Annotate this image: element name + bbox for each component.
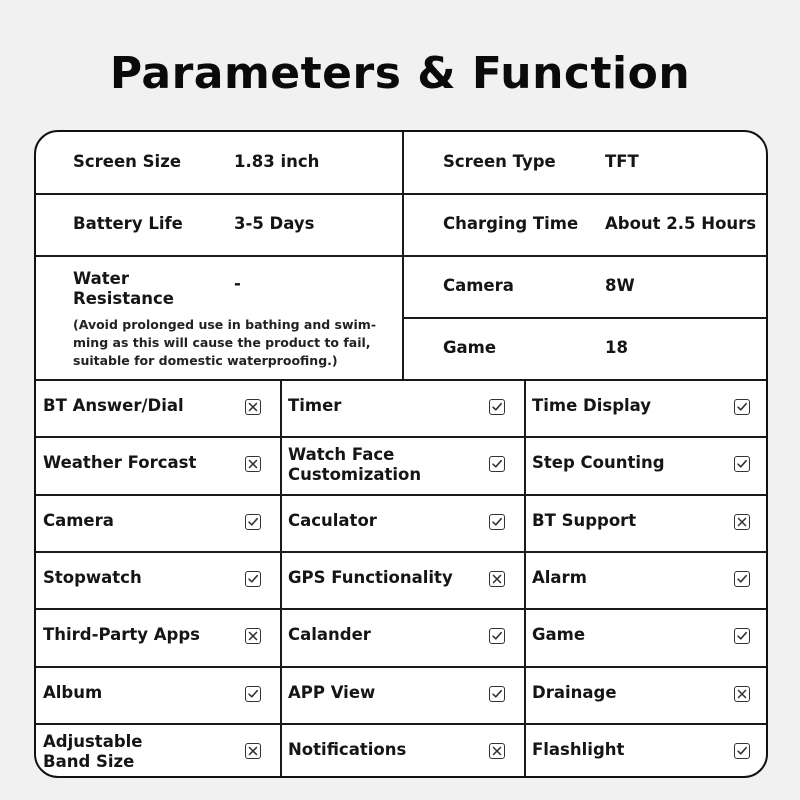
feature-label: Third-Party Apps	[43, 625, 200, 644]
divider	[403, 317, 768, 319]
feature-label: Alarm	[532, 568, 587, 587]
screen-type-label: Screen Type	[443, 152, 556, 171]
feature-label: Weather Forcast	[43, 453, 197, 472]
water-resistance-note-line3: suitable for domestic waterproofing.)	[73, 353, 338, 368]
check-icon	[734, 399, 750, 415]
water-resistance-label-line2: Resistance	[73, 289, 174, 308]
feature-label: Step Counting	[532, 453, 665, 472]
check-icon	[489, 628, 505, 644]
page-title: Parameters & Function	[109, 48, 691, 99]
check-icon	[734, 456, 750, 472]
check-icon	[489, 514, 505, 530]
feature-label: Band Size	[43, 752, 135, 771]
divider	[36, 666, 768, 668]
feature-label: BT Support	[532, 511, 637, 530]
feature-label: Customization	[288, 465, 422, 484]
charging-time-label: Charging Time	[443, 214, 579, 233]
feature-label: GPS Functionality	[288, 568, 453, 587]
cross-icon	[245, 456, 261, 472]
divider	[280, 379, 282, 778]
feature-label: Caculator	[288, 511, 377, 530]
camera-spec-label: Camera	[443, 276, 514, 295]
feature-label: Adjustable	[43, 732, 143, 751]
cross-icon	[489, 743, 505, 759]
check-icon	[734, 743, 750, 759]
divider	[36, 551, 768, 553]
feature-label: Timer	[288, 396, 342, 415]
check-icon	[734, 628, 750, 644]
cross-icon	[245, 743, 261, 759]
water-resistance-note-line1: (Avoid prolonged use in bathing and swim-	[73, 317, 377, 332]
camera-spec-value: 8W	[605, 276, 635, 295]
feature-label: Time Display	[532, 396, 652, 415]
feature-label: Stopwatch	[43, 568, 142, 587]
check-icon	[489, 399, 505, 415]
screen-size-label: Screen Size	[73, 152, 182, 171]
feature-label: APP View	[288, 683, 376, 702]
check-icon	[489, 686, 505, 702]
divider	[36, 436, 768, 438]
game-spec-value: 18	[605, 338, 628, 357]
parameters-table	[34, 130, 768, 778]
battery-life-label: Battery Life	[73, 214, 183, 233]
check-icon	[245, 514, 261, 530]
feature-label: Watch Face	[288, 445, 395, 464]
divider	[524, 379, 526, 778]
divider	[402, 132, 404, 380]
water-resistance-value: -	[234, 274, 241, 293]
check-icon	[734, 571, 750, 587]
feature-label: Camera	[43, 511, 114, 530]
divider	[36, 494, 768, 496]
water-resistance-note-line2: ming as this will cause the product to fail,	[73, 335, 371, 350]
battery-life-value: 3-5 Days	[234, 214, 315, 233]
screen-size-value: 1.83 inch	[234, 152, 320, 171]
cross-icon	[489, 571, 505, 587]
feature-label: Game	[532, 625, 586, 644]
feature-label: Album	[43, 683, 103, 702]
divider	[36, 723, 768, 725]
charging-time-value: About 2.5 Hours	[605, 214, 757, 233]
feature-label: Drainage	[532, 683, 617, 702]
cross-icon	[734, 686, 750, 702]
check-icon	[489, 456, 505, 472]
water-resistance-label-line1: Water	[73, 269, 129, 288]
feature-label: Calander	[288, 625, 371, 644]
cross-icon	[245, 628, 261, 644]
feature-label: BT Answer/Dial	[43, 396, 184, 415]
check-icon	[245, 571, 261, 587]
feature-label: Flashlight	[532, 740, 625, 759]
screen-type-value: TFT	[605, 152, 639, 171]
cross-icon	[734, 514, 750, 530]
game-spec-label: Game	[443, 338, 497, 357]
cross-icon	[245, 399, 261, 415]
feature-label: Notifications	[288, 740, 407, 759]
divider	[36, 608, 768, 610]
check-icon	[245, 686, 261, 702]
